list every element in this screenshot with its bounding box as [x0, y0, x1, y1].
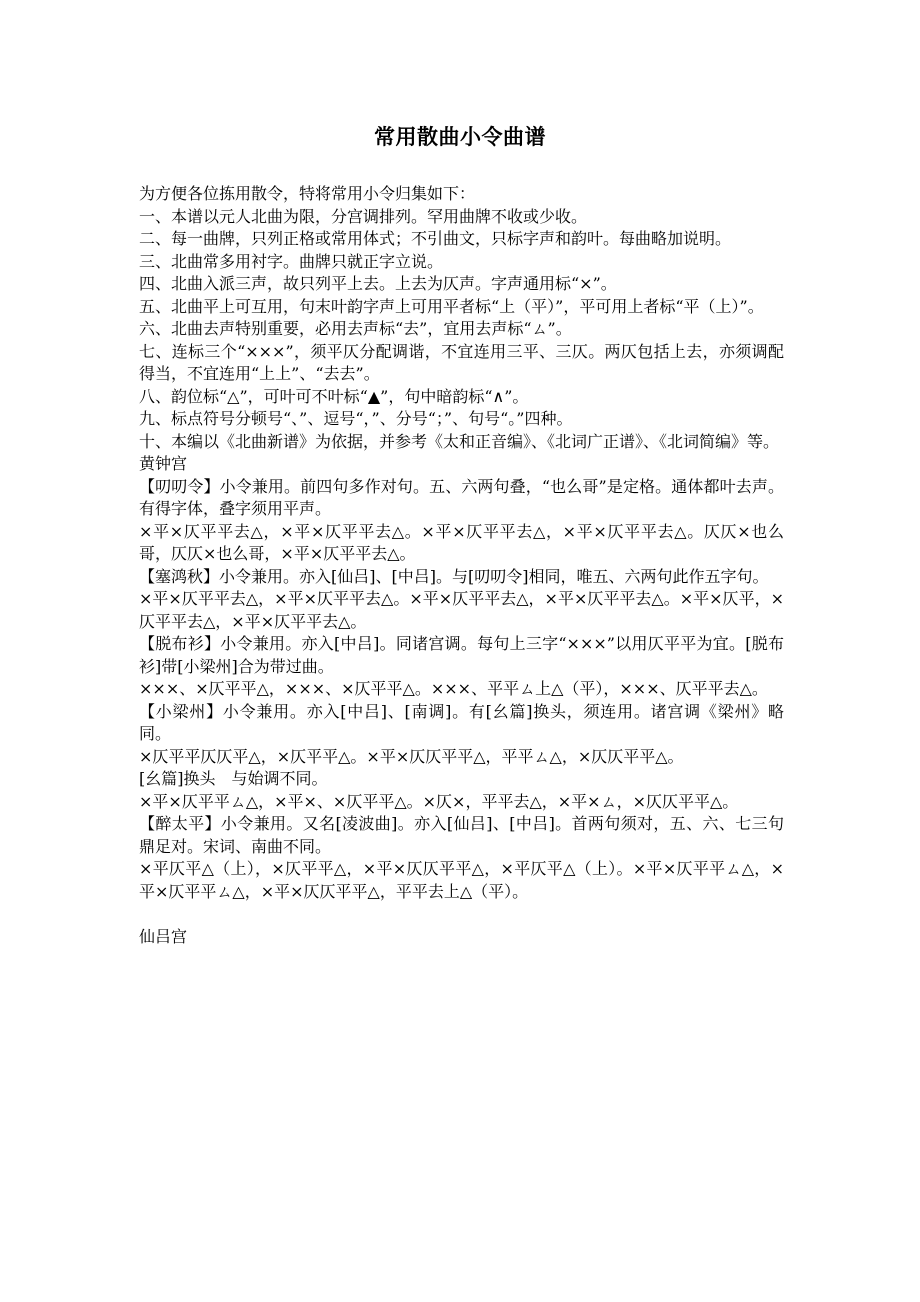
rule-5: 五、北曲平上可互用，句末叶韵字声上可用平者标“上（平）”，平可用上者标“平（上）”。: [139, 296, 764, 316]
blank-line: [139, 903, 784, 926]
tune-xiaoliangzhou-description: 【小梁州】小令兼用。亦入[中吕]、[南调]。有[幺篇]换头，须连用。诸宫调《梁州》略同。: [139, 701, 784, 743]
section-heading-xianlv: 仙吕宫: [139, 926, 188, 946]
rule-9: 九、标点符号分顿号“、”、逗号“，”、分号“；”、句号“。”四种。: [139, 409, 573, 428]
section-heading-huangzhong: 黄钟宫: [139, 454, 188, 473]
tune-saihongqiu-pattern: ×平×仄平平去△，×平×仄平平去△。×平×仄平平去△，×平×仄平平去△。×平×仄平，×仄平平去△，×平×仄平平去△。: [139, 589, 784, 631]
rule-8: 八、韵位标“△”，可叶可不叶标“▲”，句中暗韵标“∧”。: [139, 386, 529, 406]
document-title: 常用散曲小令曲谱: [374, 124, 546, 149]
rule-6: 六、北曲去声特别重要，必用去声标“去”，宜用去声标“ㄙ”。: [139, 319, 572, 338]
tune-xiaoliangzhou-pattern: ×仄平平仄仄平△，×仄平平△。×平×仄仄平平△，平平ㄙ△，×仄仄平平△。: [139, 746, 684, 766]
intro-paragraph: 为方便各位拣用散令，特将常用小令归集如下：: [139, 184, 476, 203]
tune-daodaoling-description: 【叨叨令】小令兼用。前四句多作对句。五、六两句叠，“也么哥”是定格。通体都叶去声。有得字体，叠字须用平声。: [139, 476, 784, 518]
document-body: [139, 183, 784, 948]
rule-7: 七、连标三个“×××”，须平仄分配调谐，不宜连用三平、三仄。两仄包括上去，亦须调配得当，不宜连用“上上”、“去去”。: [139, 341, 784, 383]
yaopian-description: [幺篇]换头 与始调不同。: [139, 769, 328, 788]
rule-10: 十、本编以《北曲新谱》为依据，并参考《太和正音编》、《北词广正谱》、《北词简编》等。: [139, 431, 780, 451]
rule-4: 四、北曲入派三声，故只列平上去。上去为仄声。字声通用标“×”。: [139, 274, 617, 293]
tune-tuobushan-description: 【脱布衫】小令兼用。亦入[中吕]。同诸宫调。每句上三字“×××”以用仄平平为宜。[脱布衫]带[小梁州]合为带过曲。: [139, 634, 784, 676]
tune-tuobushan-pattern: ×××、×仄平平△，×××、×仄平平△。×××、平平ㄙ上△（平），×××、仄平平去△。: [139, 679, 768, 698]
tune-zuitaiping-description: 【醉太平】小令兼用。又名[凌波曲]。亦入[仙吕]、[中吕]。首两句须对，五、六、七三句鼎足对。宋词、南曲不同。: [139, 814, 784, 856]
rule-2: 二、每一曲牌，只列正格或常用体式；不引曲文，只标字声和韵叶。每曲略加说明。: [139, 229, 732, 248]
yaopian-pattern: ×平×仄平平ㄙ△，×平×、×仄平平△。×仄×，平平去△，×平×ㄙ，×仄仄平平△。: [139, 791, 739, 811]
rule-3: 三、北曲常多用衬字。曲牌只就正字立说。: [139, 251, 444, 271]
tune-saihongqiu-description: 【塞鸿秋】小令兼用。亦入[仙吕]、[中吕]。与[叨叨令]相同，唯五、六两句此作五字句。: [139, 566, 769, 586]
rule-1: 一、本谱以元人北曲为限，分宫调排列。罕用曲牌不收或少收。: [139, 206, 588, 226]
tune-zuitaiping-pattern: ×平仄平△（上），×仄平平△，×平×仄仄平平△，×平仄平△（上）。×平×仄平平ㄙ△，×平×仄平平ㄙ△，×平×仄仄平平△，平平去上△（平）。: [139, 859, 784, 901]
tune-daodaoling-pattern: ×平×仄平平去△，×平×仄平平去△。×平×仄平平去△，×平×仄平平去△。仄仄×也么哥，仄仄×也么哥，×平×仄平平去△。: [139, 521, 784, 563]
